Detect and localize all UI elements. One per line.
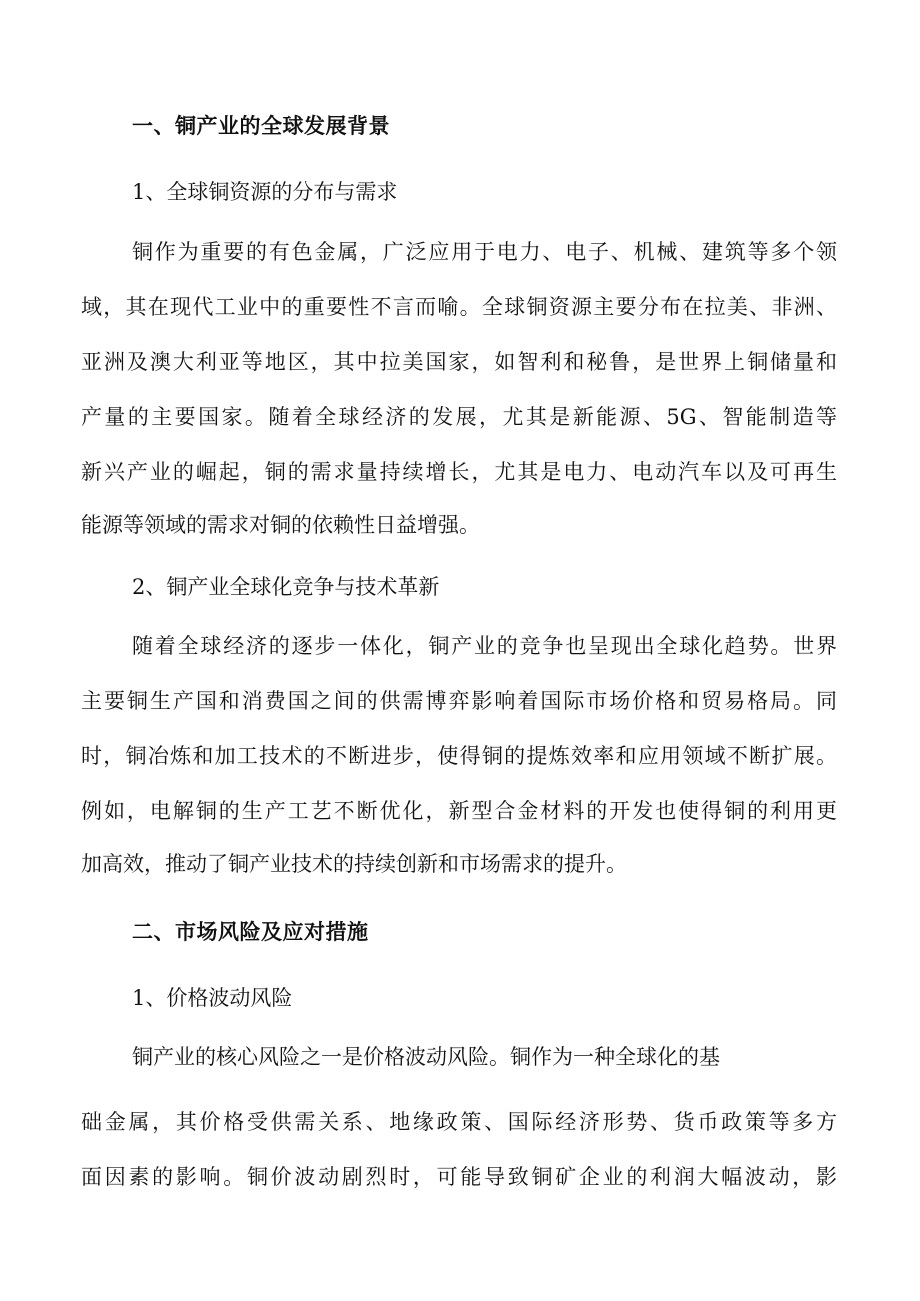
paragraph-line: 例如，电解铜的生产工艺不断优化，新型合金材料的开发也使得铜的利用更 [81,799,837,823]
paragraph-line: 亚洲及澳大利亚等地区，其中拉美国家，如智利和秘鲁，是世界上铜储量和 [81,350,837,374]
subsection-heading-1-1: 1、全球铜资源的分布与需求 [132,180,398,204]
paragraph-line: 时，铜冶炼和加工技术的不断进步，使得铜的提炼效率和应用领域不断扩展。 [81,744,837,768]
subsection-heading-1-2: 2、铜产业全球化竞争与技术革新 [132,575,440,599]
section-heading-2: 二、市场风险及应对措施 [132,919,369,944]
paragraph-line: 域，其在现代工业中的重要性不言而喻。全球铜资源主要分布在拉美、非洲、 [81,295,837,319]
paragraph-line: 主要铜生产国和消费国之间的供需博弈影响着国际市场价格和贸易格局。同 [81,689,837,713]
paragraph-line: 能源等领域的需求对铜的依赖性日益增强。 [81,513,480,537]
paragraph-line: 产量的主要国家。随着全球经济的发展，尤其是新能源、5G、智能制造等 [81,405,837,429]
paragraph-line: 铜产业的核心风险之一是价格波动风险。铜作为一种全球化的基 [132,1045,720,1069]
paragraph-line: 础金属，其价格受供需关系、地缘政策、国际经济形势、货币政策等多方 [81,1110,837,1134]
subsection-heading-2-1: 1、价格波动风险 [132,986,293,1010]
paragraph-line: 新兴产业的崛起，铜的需求量持续增长，尤其是电力、电动汽车以及可再生 [81,460,837,484]
section-heading-1: 一、铜产业的全球发展背景 [132,113,390,138]
paragraph-line: 铜作为重要的有色金属，广泛应用于电力、电子、机械、建筑等多个领 [132,240,837,264]
paragraph-line: 加高效，推动了铜产业技术的持续创新和市场需求的提升。 [81,852,627,876]
paragraph-line: 面因素的影响。铜价波动剧烈时，可能导致铜矿企业的利润大幅波动，影 [81,1165,837,1189]
paragraph-line: 随着全球经济的逐步一体化，铜产业的竞争也呈现出全球化趋势。世界 [132,634,837,658]
